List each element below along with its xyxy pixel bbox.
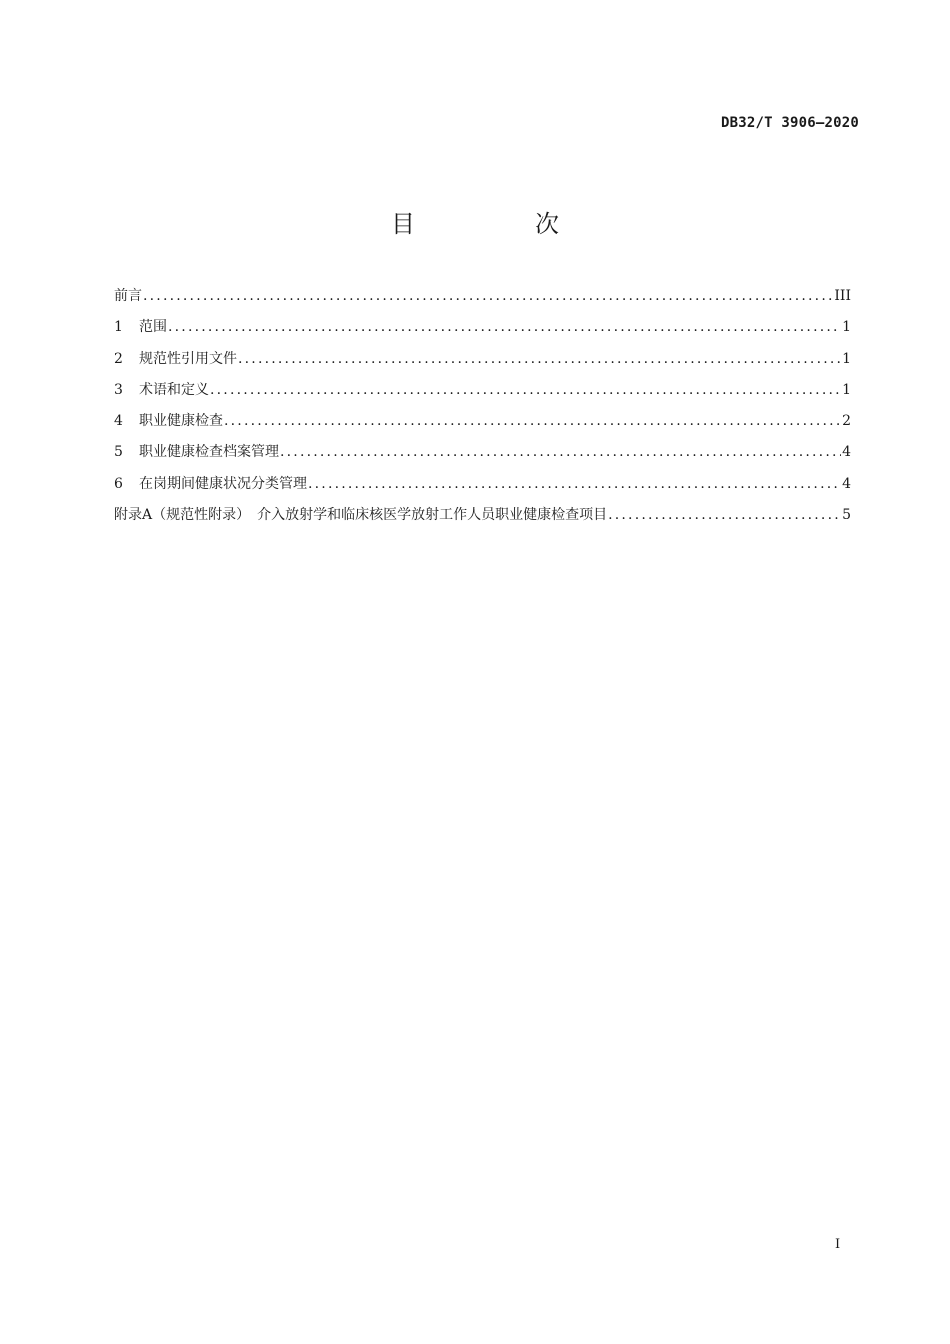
toc-entry-label: 在岗期间健康状况分类管理 [139, 475, 307, 492]
toc-entry-label: 职业健康检查档案管理 [139, 444, 279, 461]
toc-leader-dots [238, 348, 841, 370]
toc-entry-page: 5 [842, 507, 851, 524]
toc-entry-health-examination[interactable] [114, 410, 851, 441]
toc-entry-label: 规范性引用文件 [139, 350, 237, 367]
toc-leader-dots [280, 441, 841, 463]
toc-entry-page: 4 [842, 475, 851, 492]
toc-entry-number: 5 [114, 444, 123, 461]
toc-entry-number: 1 [114, 319, 123, 336]
toc-entry-number: 6 [114, 475, 123, 492]
toc-entry-normative-references[interactable] [114, 348, 851, 379]
toc-leader-dots [224, 410, 841, 432]
toc-leader-dots [608, 504, 841, 526]
toc-entry-page: 2 [842, 413, 851, 430]
toc-entry-appendix-a[interactable] [114, 504, 851, 535]
toc-entry-page: 1 [842, 319, 851, 336]
toc-entry-label: 范围 [139, 319, 167, 336]
toc-entry-preface[interactable] [114, 285, 851, 316]
toc-entry-number: 2 [114, 350, 123, 367]
toc-leader-dots [168, 316, 841, 338]
toc-entry-page: III [834, 288, 851, 304]
toc-entry-number: 3 [114, 381, 123, 398]
toc-entry-terms-definitions[interactable] [114, 379, 851, 410]
toc-entry-number: 4 [114, 413, 123, 430]
toc-entry-label: 前言 [114, 288, 142, 304]
page-number: I [835, 1237, 841, 1252]
toc-entry-label: 附录A（规范性附录） 介入放射学和临床核医学放射工作人员职业健康检查项目 [114, 507, 608, 524]
toc-entry-label: 职业健康检查 [139, 413, 223, 430]
toc-leader-dots [308, 473, 841, 495]
toc-entry-page: 1 [842, 350, 851, 367]
toc-entry-classification-management[interactable] [114, 473, 851, 504]
toc-leader-dots [143, 285, 833, 307]
toc-entry-label: 术语和定义 [139, 381, 209, 398]
table-of-contents [114, 285, 851, 535]
toc-entry-scope[interactable] [114, 316, 851, 347]
toc-entry-record-management[interactable] [114, 441, 851, 472]
toc-leader-dots [210, 379, 841, 401]
toc-entry-page: 1 [842, 381, 851, 398]
toc-entry-page: 4 [842, 444, 851, 461]
toc-title: 目 次 [391, 210, 607, 238]
document-code: DB32/T 3906—2020 [720, 115, 859, 131]
